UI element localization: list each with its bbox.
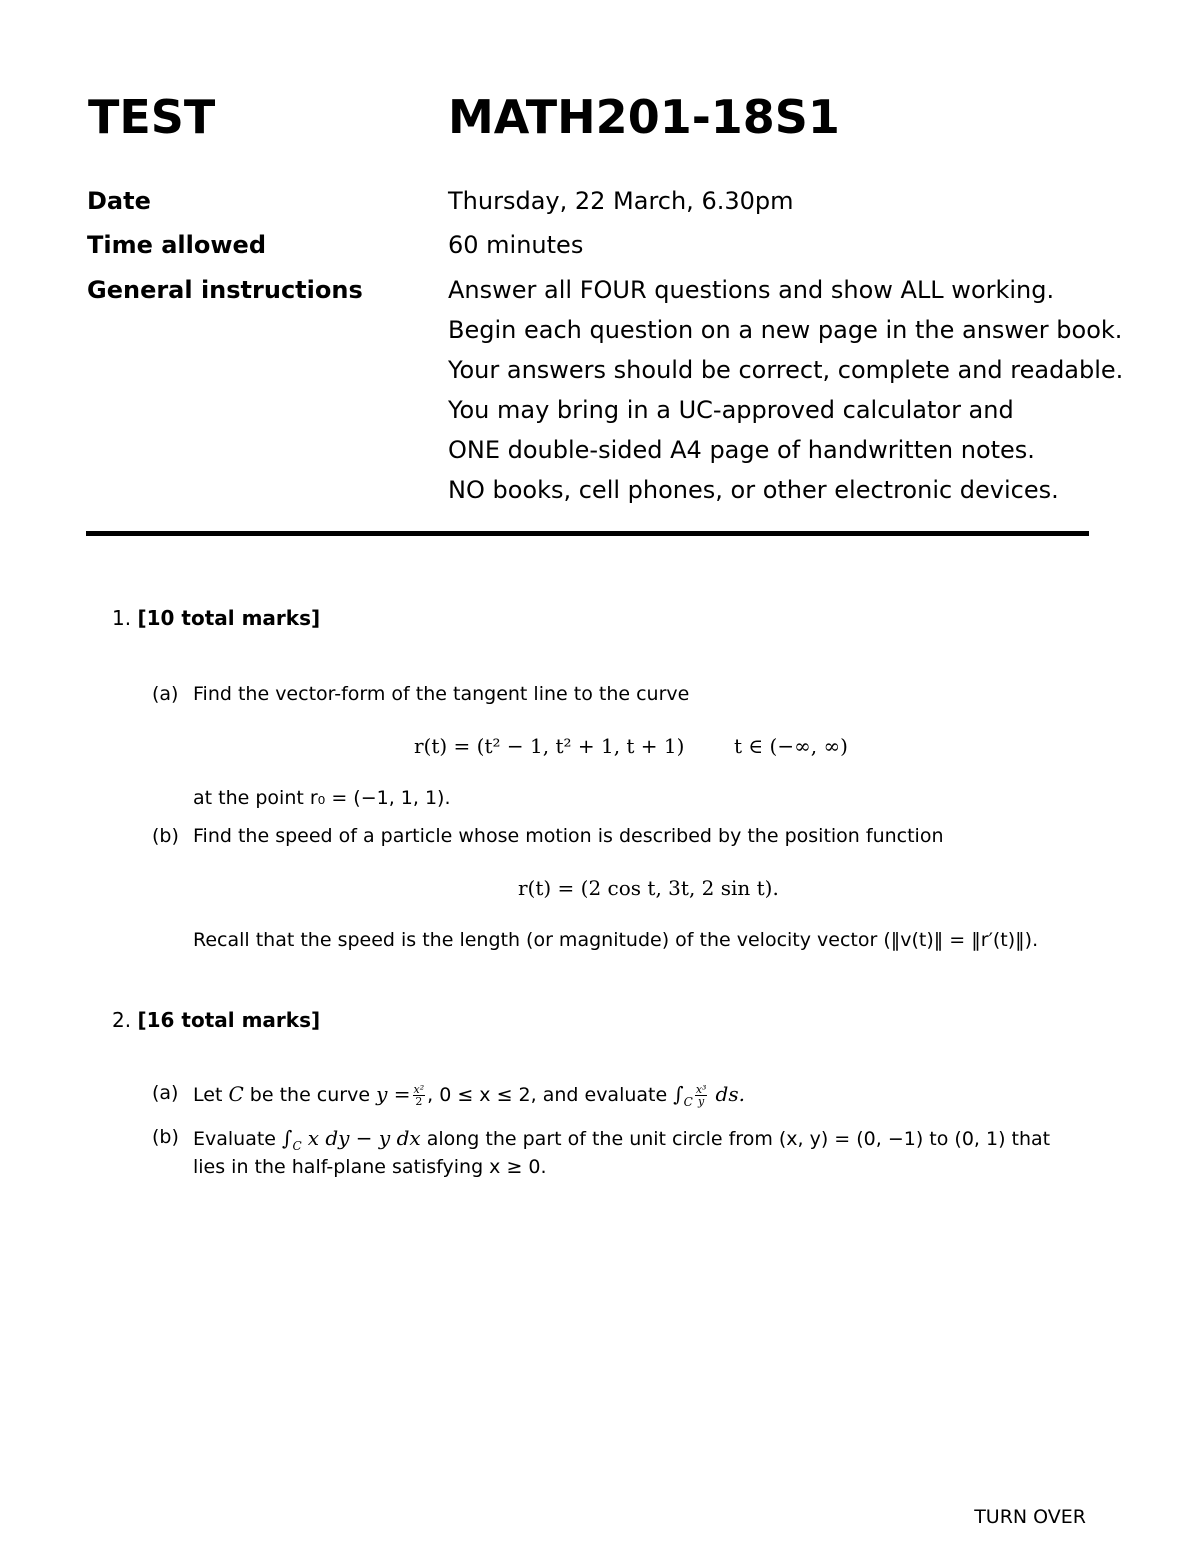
text: , 0 ≤ x ≤ 2, and evaluate bbox=[427, 1084, 668, 1106]
turn-over-footer: TURN OVER bbox=[974, 1506, 1086, 1528]
instruction-line: Your answers should be correct, complete and readable. bbox=[448, 356, 1124, 384]
instruction-line: Answer all FOUR questions and show ALL working. bbox=[448, 276, 1055, 304]
integral-sign: ∫ bbox=[673, 1082, 684, 1106]
instruction-line: NO books, cell phones, or other electronic devices. bbox=[448, 476, 1059, 504]
test-label: TEST bbox=[88, 90, 216, 144]
text: Let bbox=[193, 1084, 223, 1106]
curve-equation: r(t) = (t² − 1, t² + 1, t + 1) bbox=[414, 734, 685, 758]
part-text bbox=[193, 1082, 745, 1109]
question-2-heading bbox=[112, 1008, 320, 1032]
integral bbox=[282, 1126, 302, 1153]
question-2b-continued: lies in the half-plane satisfying x ≥ 0. bbox=[193, 1156, 547, 1178]
instruction-line: You may bring in a UC-approved calculator and bbox=[448, 396, 1014, 424]
question-marks: [10 total marks] bbox=[137, 606, 321, 630]
math-expr: x dy − y dx bbox=[307, 1126, 421, 1150]
course-code: MATH201-18S1 bbox=[448, 90, 840, 144]
question-number: 2. bbox=[112, 1008, 132, 1032]
instruction-line: ONE double-sided A4 page of handwritten notes. bbox=[448, 436, 1035, 464]
math-expr: y = bbox=[376, 1082, 411, 1106]
part-text: Find the speed of a particle whose motion is described by the position function bbox=[193, 825, 944, 847]
denominator: y bbox=[698, 1095, 705, 1108]
fraction bbox=[695, 1084, 708, 1107]
point-text: at the point r₀ = (−1, 1, 1). bbox=[193, 787, 451, 809]
integral-subscript: C bbox=[683, 1095, 693, 1109]
numerator: x³ bbox=[695, 1083, 707, 1096]
integral bbox=[673, 1082, 693, 1109]
fraction bbox=[413, 1084, 426, 1107]
numerator: x² bbox=[413, 1083, 425, 1096]
text: be the curve bbox=[249, 1084, 371, 1106]
part-label: (a) bbox=[152, 683, 179, 705]
time-allowed-label: Time allowed bbox=[87, 231, 267, 259]
denominator: 2 bbox=[415, 1095, 423, 1108]
part-text bbox=[193, 1126, 1050, 1153]
text: Evaluate bbox=[193, 1128, 276, 1150]
integral-subscript: C bbox=[292, 1139, 302, 1153]
date-label: Date bbox=[87, 187, 151, 215]
header-divider bbox=[86, 531, 1089, 536]
date-value: Thursday, 22 March, 6.30pm bbox=[448, 187, 794, 215]
question-number: 1. bbox=[112, 606, 132, 630]
text: along the part of the unit circle from (x, y) = (0, −1) to (0, 1) that bbox=[426, 1128, 1051, 1150]
integral-sign: ∫ bbox=[282, 1126, 293, 1150]
part-label: (b) bbox=[152, 1126, 179, 1148]
question-marks: [16 total marks] bbox=[137, 1008, 321, 1032]
time-allowed-value: 60 minutes bbox=[448, 231, 584, 259]
question-1-heading bbox=[112, 606, 320, 630]
instruction-line: Begin each question on a new page in the answer book. bbox=[448, 316, 1123, 344]
parameter-domain: t ∈ (−∞, ∞) bbox=[734, 734, 848, 758]
speed-recall-text: Recall that the speed is the length (or magnitude) of the velocity vector (‖v(t)‖ = ‖r′(t)‖). bbox=[193, 929, 1039, 951]
part-text: Find the vector-form of the tangent line to the curve bbox=[193, 683, 690, 705]
part-label: (a) bbox=[152, 1082, 179, 1104]
general-instructions-label: General instructions bbox=[87, 276, 363, 304]
position-function: r(t) = (2 cos t, 3t, 2 sin t). bbox=[518, 876, 779, 900]
math-expr: ds. bbox=[715, 1082, 745, 1106]
part-label: (b) bbox=[152, 825, 179, 847]
curve-symbol: C bbox=[228, 1082, 244, 1106]
